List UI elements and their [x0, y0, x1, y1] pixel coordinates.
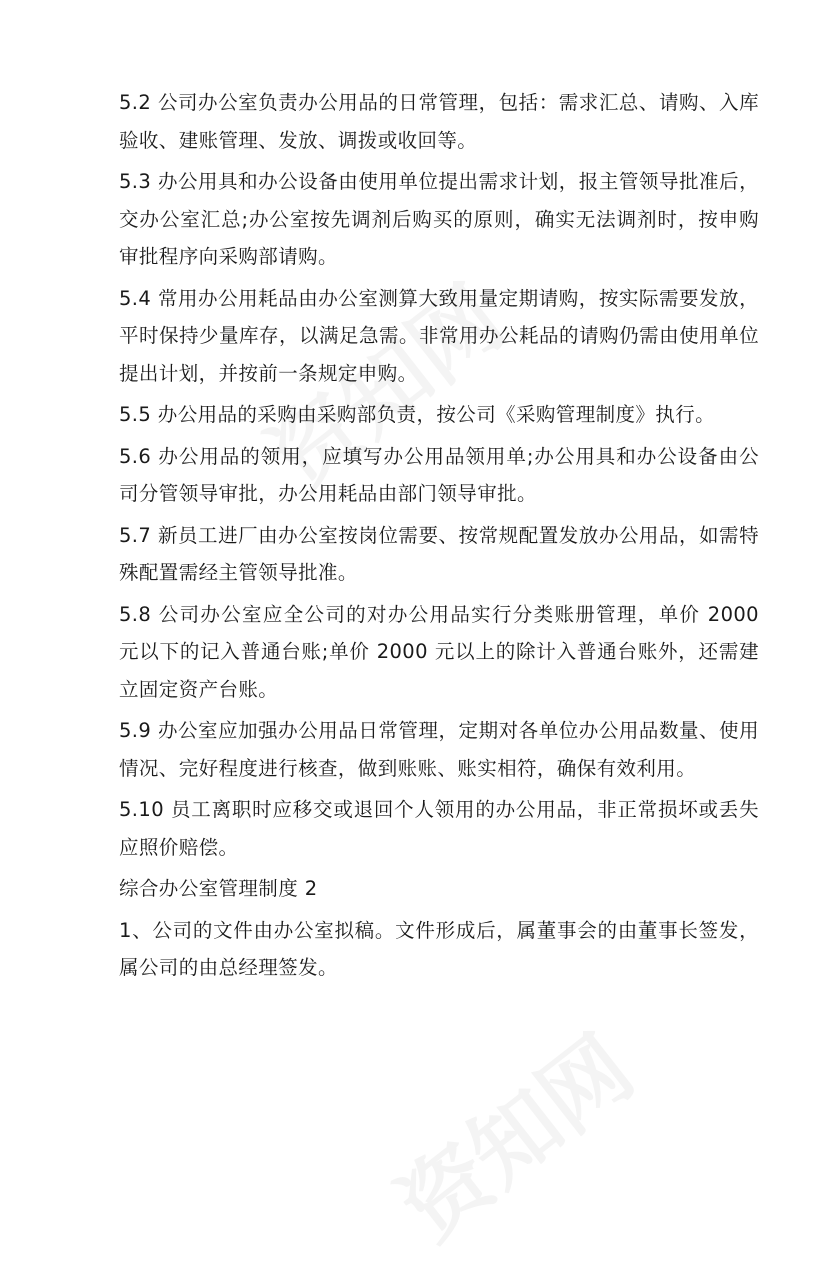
- clause-5-7: 5.7 新员工进厂由办公室按岗位需要、按常规配置发放办公用品，如需特殊配置需经主管领导批准。: [119, 523, 759, 584]
- clause-5-6: 5.6 办公用品的领用，应填写办公用品领用单;办公用具和办公设备由公司分管领导审批，办公用耗品由部门领导审批。: [119, 444, 759, 505]
- clause-5-8: 5.8 公司办公室应全公司的对办公用品实行分类账册管理，单价 2000 元以下的记入普通台账;单价 2000 元以上的除计入普通台账外，还需建立固定资产台账。: [119, 602, 766, 701]
- watermark: [369, 1002, 655, 1264]
- section-title: 综合办公室管理制度 2: [119, 877, 318, 900]
- document-body: [119, 84, 766, 991]
- clause-5-4: 5.4 常用办公用耗品由办公室测算大致用量定期请购，按实际需要发放，平时保持少量库存，以满足急需。非常用办公耗品的请购仍需由使用单位提出计划，并按前一条规定申购。: [119, 286, 759, 385]
- clause-1: 1、公司的文件由办公室拟稿。文件形成后，属董事会的由董事长签发，属公司的由总经理签发。: [119, 918, 759, 979]
- clause-5-3: 5.3 办公用具和办公设备由使用单位提出需求计划，报主管领导批准后，交办公室汇总;办公室按先调剂后购买的原则，确实无法调剂时，按申购审批程序向采购部请购。: [119, 170, 759, 268]
- clause-5-5: 5.5 办公用品的采购由采购部负责，按公司《采购管理制度》执行。: [119, 403, 716, 426]
- clause-5-9: 5.9 办公室应加强办公用品日常管理，定期对各单位办公用品数量、使用情况、完好程度进行核查，做到账账、账实相符，确保有效利用。: [119, 719, 759, 780]
- clause-5-10: 5.10 员工离职时应移交或退回个人领用的办公用品，非正常损坏或丢失应照价赔偿。: [119, 798, 759, 859]
- clause-5-2: 5.2 公司办公室负责办公用品的日常管理，包括：需求汇总、请购、入库验收、建账管理、发放、调拨或收回等。: [119, 91, 759, 152]
